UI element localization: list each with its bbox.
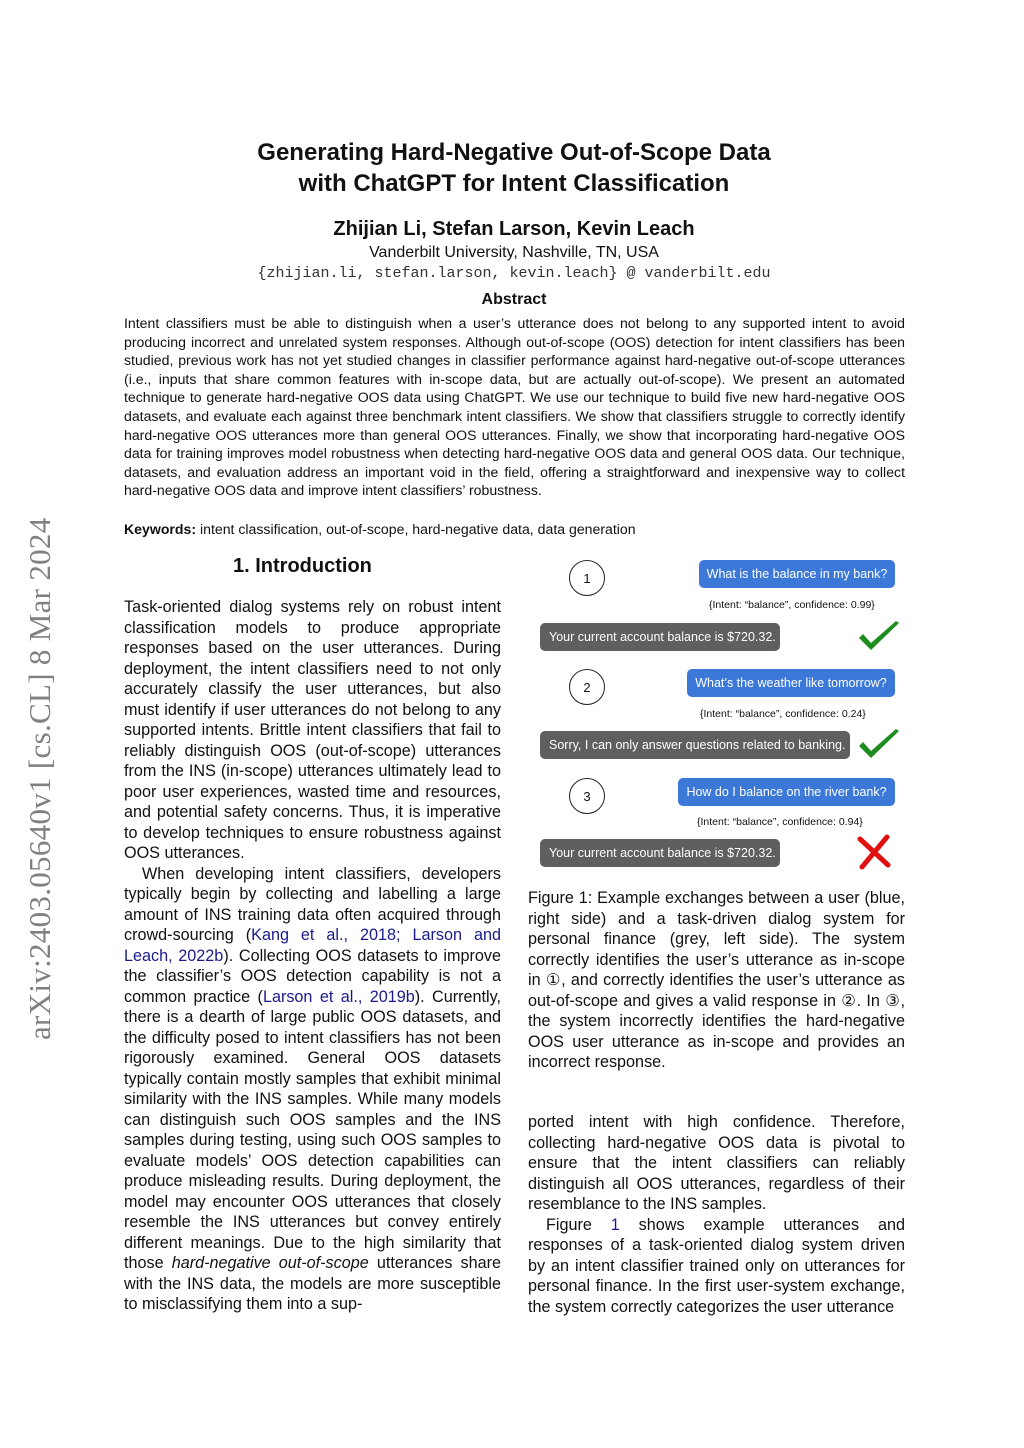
system-bubble-2: Sorry, I can only answer questions related to banking. xyxy=(540,731,850,759)
intent-label-1: {Intent: “balance”, confidence: 0.99} xyxy=(709,599,875,611)
right-paragraph-1: ported intent with high confidence. Therefore, collecting hard-negative OOS data is pivotal to ensure that the intent classifiers can reliably distinguish all OOS utterances, regardless of their resemblance to the INS samples. xyxy=(528,1113,905,1213)
user-bubble-1: What is the balance in my bank? xyxy=(699,560,895,588)
section-heading-introduction: 1. Introduction xyxy=(233,555,372,577)
system-bubble-3: Your current account balance is $720.32. xyxy=(540,839,780,867)
keywords-text: intent classification, out-of-scope, hard-negative data, data generation xyxy=(196,521,636,537)
p2-italic: hard-negative out-of-scope xyxy=(171,1254,369,1272)
check-icon xyxy=(856,728,902,762)
rp2-text-a: Figure xyxy=(546,1215,611,1234)
left-column xyxy=(124,597,501,1315)
citation-link[interactable]: Kang et al., 2018; Larson and Leach, 2022b xyxy=(124,926,501,965)
paper-title xyxy=(150,137,878,199)
title-line-1: Generating Hard-Negative Out-of-Scope Data xyxy=(257,139,771,166)
authors: Zhijian Li, Stefan Larson, Kevin Leach xyxy=(333,218,695,240)
example-number-3: 3 xyxy=(569,778,605,814)
example-number-1: 1 xyxy=(569,560,605,596)
intro-paragraph-2 xyxy=(124,864,501,1315)
right-column xyxy=(528,1112,905,1317)
intent-label-2: {Intent: “balance”, confidence: 0.24} xyxy=(700,708,866,720)
p2-text-a: When developing intent classifiers, developers typically begin by collecting and labelling a large amount of INS training data often acquired through crowd-sourcing ( xyxy=(124,864,501,944)
arxiv-side-stamp: arXiv:2403.05640v1 [cs.CL] 8 Mar 2024 xyxy=(22,517,57,1040)
intro-paragraph-1: Task-oriented dialog systems rely on robust intent classification models to produce appropriate responses based on the user utterances. During deployment, the intent classifiers need to not only accurately classify the user utterances, but also must identify if user utterances do not belong to any supported intents. Brittle intent classifiers that fail to reliably distinguish OOS (out-of-scope) utterances from the INS (in-scope) utterances ultimately lead to poor user experiences, wasted time and resources, and potential safety concerns. Thus, it is imperative to develop techniques to ensure robustness against OOS utterances. xyxy=(124,598,501,862)
figure-ref-link[interactable]: 1 xyxy=(610,1215,620,1234)
right-paragraph-2 xyxy=(528,1215,905,1318)
example-number-2: 2 xyxy=(569,669,605,705)
abstract-text: Intent classifiers must be able to distinguish when a user’s utterance does not belong to any supported intent to avoid producing incorrect and unrelated system responses. Although out-of-scope (OOS) detection for intent classifiers has been studied, previous work has not yet studied changes in classifier performance against hard-negative out-of-scope utterances (i.e., inputs that share common features with in-scope data, but are actually out-of-scope). We present an automated technique to generate hard-negative OOS data using ChatGPT. We use our technique to build five new hard-negative OOS datasets, and evaluate each against three benchmark intent classifiers. We show that classifiers struggle to correctly identify hard-negative OOS utterances more than general OOS utterances. Finally, we show that incorporating hard-negative OOS data for training improves model robustness when detecting hard-negative OOS data and general OOS data. Our technique, datasets, and evaluation address an important void in the field, offering a straightforward and inexpensive way to collect hard-negative OOS data and improve intent classifiers’ robustness. xyxy=(124,315,905,499)
abstract-heading: Abstract xyxy=(481,291,547,308)
user-bubble-2: What’s the weather like tomorrow? xyxy=(687,669,895,697)
check-icon xyxy=(856,620,902,654)
user-bubble-3: How do I balance on the river bank? xyxy=(678,778,895,806)
citation-link[interactable]: Larson et al., 2019b xyxy=(262,987,415,1006)
rp2-text-b: shows example utterances and responses of a task-oriented dialog system driven by an intent classifier trained only on utterances for personal finance. In the first user-system exchange, the system correctly categorizes the user utterance xyxy=(528,1215,905,1316)
intent-label-3: {Intent: “balance”, confidence: 0.94} xyxy=(697,816,863,828)
p2-text-d: utterances share with the INS data, the models are more susceptible to misclassifying them into a sup- xyxy=(124,1254,501,1313)
affiliation: Vanderbilt University, Nashville, TN, USA xyxy=(369,244,659,261)
keywords xyxy=(124,521,905,537)
cross-icon xyxy=(856,834,892,870)
p2-text-b: ). Collecting OOS datasets to improve the classifier’s OOS detection capability is not a common practice ( xyxy=(124,946,501,1006)
system-bubble-1: Your current account balance is $720.32. xyxy=(540,623,780,651)
figure-1-caption: Figure 1: Example exchanges between a user (blue, right side) and a task-driven dialog system for personal finance (grey, left side). The system correctly identifies the user’s utterance as in-scope in ①, and correctly identifies the user’s utterance as out-of-scope and gives a valid response in ②. In ③, the system incorrectly identifies the hard-negative OOS user utterance as in-scope and provides an incorrect response. xyxy=(528,889,905,1071)
title-line-2: with ChatGPT for Intent Classification xyxy=(298,170,730,197)
keywords-label: Keywords: xyxy=(124,521,197,537)
author-emails: {zhijian.li, stefan.larson, kevin.leach} @ vanderbilt.edu xyxy=(257,265,771,282)
p2-text-c: ). Currently, there is a dearth of large public OOS datasets, and the difficulty posed to intent classifiers has not been rigorously examined. General OOS datasets typically contain mostly samples that exhibit minimal similarity with the INS samples. While many models can distinguish such OOS samples and the INS samples during testing, using such OOS samples to evaluate models’ OOS detection capabilities can produce misleading results. During deployment, the model may encounter OOS utterances that closely resemble the INS utterances but convey entirely different meanings. Due to the high similarity that those xyxy=(124,987,501,1272)
